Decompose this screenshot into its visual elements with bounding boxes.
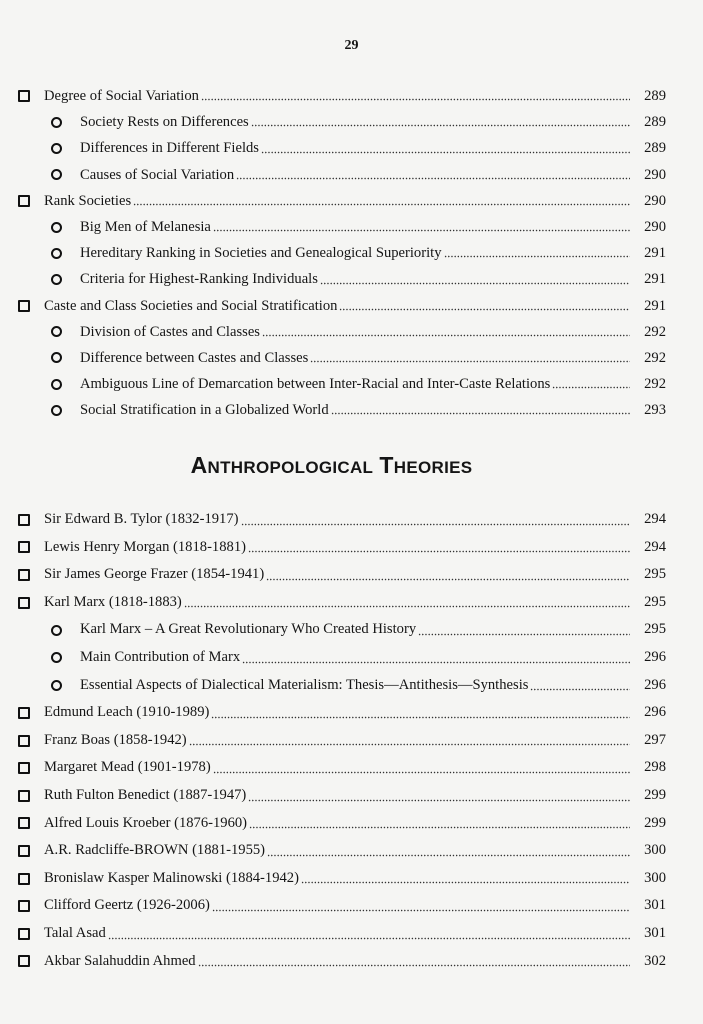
toc-entry-page: 291 (644, 245, 666, 262)
square-bullet-icon (14, 514, 38, 526)
circle-bullet-icon (50, 652, 74, 663)
toc-subentry[interactable] (14, 616, 666, 644)
toc-entry-title: Alfred Louis Kroeber (1876-1960) (44, 814, 248, 831)
square-bullet-icon (14, 928, 38, 940)
toc-entry[interactable] (14, 837, 666, 865)
dot-leader (552, 386, 630, 389)
toc-entry-page: 294 (644, 538, 666, 555)
square-bullet-icon (14, 195, 38, 207)
toc-entry-page: 292 (644, 376, 666, 393)
toc-entry[interactable] (14, 188, 666, 214)
toc-subentry[interactable] (14, 319, 666, 345)
section-heading (0, 452, 663, 479)
toc-entry-page: 296 (644, 676, 666, 693)
toc-entry-title: Bronislaw Kasper Malinowski (1884-1942) (44, 869, 299, 886)
toc-entry-page: 299 (644, 814, 666, 831)
dot-leader (201, 98, 630, 101)
toc-entry-page: 292 (644, 323, 666, 340)
toc-entry-page: 295 (644, 566, 666, 583)
square-bullet-icon (14, 597, 38, 609)
square-bullet-icon (14, 873, 38, 885)
toc-entry-page: 295 (644, 593, 666, 610)
toc-entry-title: Differences in Different Fields (80, 140, 259, 157)
section-heading-initial-2: T (379, 452, 394, 478)
toc-entry-title: Sir James George Frazer (1854-1941) (44, 566, 265, 583)
toc-entry-title: Ambiguous Line of Demarcation between Inter-Racial and Inter-Caste Relations (80, 376, 551, 393)
toc-subentry[interactable] (14, 240, 666, 266)
circle-bullet-icon (50, 143, 74, 154)
square-bullet-icon (14, 300, 38, 312)
toc-entry-title: Main Contribution of Marx (80, 648, 241, 665)
dot-leader (198, 964, 630, 967)
toc-subentry[interactable] (14, 135, 666, 161)
dot-leader (444, 255, 631, 258)
toc-entry-page: 294 (644, 511, 666, 527)
toc-entry[interactable] (14, 754, 666, 782)
circle-bullet-icon (50, 625, 74, 636)
dot-leader (248, 550, 630, 553)
dot-leader (108, 937, 630, 940)
toc-subentry[interactable] (14, 345, 666, 371)
circle-bullet-icon (50, 326, 74, 337)
toc-entry[interactable] (14, 534, 666, 562)
toc-entry[interactable] (14, 83, 666, 109)
toc-entry[interactable] (14, 589, 666, 617)
toc-entry[interactable] (14, 782, 666, 810)
square-bullet-icon (14, 790, 38, 802)
toc-entry-page: 290 (644, 166, 666, 183)
toc-subentry[interactable] (14, 672, 666, 700)
toc-entry-page: 295 (644, 621, 666, 638)
dot-leader (418, 633, 630, 636)
dot-leader (236, 177, 630, 180)
toc-entry[interactable] (14, 506, 666, 534)
dot-leader (213, 771, 630, 774)
square-bullet-icon (14, 900, 38, 912)
toc-entry[interactable] (14, 920, 666, 948)
dot-leader (331, 412, 630, 415)
toc-entry-title: Rank Societies (44, 192, 132, 209)
page-number: 29 (344, 38, 359, 53)
toc-entry-page: 290 (644, 218, 666, 235)
toc-entry-page: 301 (644, 924, 666, 941)
toc-entry-page: 297 (644, 731, 666, 748)
dot-leader (266, 578, 630, 581)
dot-leader (320, 282, 630, 285)
toc-entry-title: Karl Marx – A Great Revolutionary Who Created History (80, 621, 417, 638)
toc-entry-title: Akbar Salahuddin Ahmed (44, 952, 196, 969)
toc-entry[interactable] (14, 948, 666, 976)
toc-entry[interactable] (14, 699, 666, 727)
toc-entry[interactable] (14, 293, 666, 319)
toc-entry-page: 301 (644, 897, 666, 914)
toc-list-theories (14, 506, 666, 975)
square-bullet-icon (14, 569, 38, 581)
toc-entry-page: 289 (644, 88, 666, 104)
toc-entry-title: Clifford Geertz (1926-2006) (44, 897, 210, 914)
toc-entry-page: 290 (644, 192, 666, 209)
dot-leader (211, 716, 630, 719)
toc-entry-page: 293 (644, 402, 666, 419)
toc-entry-page: 299 (644, 786, 666, 803)
square-bullet-icon (14, 707, 38, 719)
toc-entry[interactable] (14, 561, 666, 589)
square-bullet-icon (14, 955, 38, 967)
toc-entry-title: Talal Asad (44, 924, 106, 941)
circle-bullet-icon (50, 248, 74, 259)
toc-entry-title: Social Stratification in a Globalized World (80, 402, 329, 419)
toc-subentry[interactable] (14, 371, 666, 397)
toc-entry-title: Karl Marx (1818-1883) (44, 593, 182, 610)
toc-entry-title: Difference between Castes and Classes (80, 349, 309, 366)
dot-leader (242, 661, 630, 664)
toc-subentry[interactable] (14, 214, 666, 240)
toc-entry-page: 296 (644, 648, 666, 665)
dot-leader (212, 909, 630, 912)
toc-entry[interactable] (14, 810, 666, 838)
section-heading-rest-2: HEORIES (393, 458, 473, 477)
square-bullet-icon (14, 845, 38, 857)
toc-entry-title: Margaret Mead (1901-1978) (44, 759, 211, 776)
toc-entry-title: Criteria for Highest-Ranking Individuals (80, 271, 318, 288)
dot-leader (184, 605, 630, 608)
square-bullet-icon (14, 541, 38, 553)
dot-leader (251, 124, 630, 127)
dot-leader (339, 308, 630, 311)
dot-leader (249, 826, 630, 829)
toc-entry-title: Society Rests on Differences (80, 114, 249, 131)
dot-leader (133, 203, 630, 206)
toc-entry-title: Sir Edward B. Tylor (1832-1917) (44, 511, 239, 527)
square-bullet-icon (14, 817, 38, 829)
toc-entry-page: 291 (644, 297, 666, 314)
toc-entry-title: Franz Boas (1858-1942) (44, 731, 187, 748)
circle-bullet-icon (50, 352, 74, 363)
dot-leader (262, 334, 630, 337)
toc-entry-title: A.R. Radcliffe-BROWN (1881-1955) (44, 842, 266, 859)
circle-bullet-icon (50, 222, 74, 233)
toc-subentry[interactable] (14, 644, 666, 672)
toc-entry[interactable] (14, 865, 666, 893)
toc-entry-title: Essential Aspects of Dialectical Materialism: Thesis—Antithesis—Synthesis (80, 676, 529, 693)
dot-leader (241, 523, 631, 526)
circle-bullet-icon (50, 117, 74, 128)
toc-subentry[interactable] (14, 162, 666, 188)
toc-entry-title: Causes of Social Variation (80, 166, 235, 183)
toc-subentry[interactable] (14, 266, 666, 292)
square-bullet-icon (14, 762, 38, 774)
toc-entry-page: 292 (644, 349, 666, 366)
dot-leader (301, 881, 630, 884)
toc-entry-page: 289 (644, 114, 666, 131)
section-heading-rest-1: NTHROPOLOGICAL (207, 458, 374, 477)
toc-entry-title: Ruth Fulton Benedict (1887-1947) (44, 786, 247, 803)
dot-leader (261, 151, 630, 154)
toc-entry-title: Lewis Henry Morgan (1818-1881) (44, 538, 246, 555)
toc-entry-page: 298 (644, 759, 666, 776)
circle-bullet-icon (50, 405, 74, 416)
toc-entry-title: Hereditary Ranking in Societies and Genealogical Superiority (80, 245, 442, 262)
dot-leader (267, 854, 630, 857)
toc-entry[interactable] (14, 892, 666, 920)
toc-entry[interactable] (14, 727, 666, 755)
dot-leader (248, 799, 630, 802)
circle-bullet-icon (50, 169, 74, 180)
dot-leader (530, 688, 630, 691)
circle-bullet-icon (50, 379, 74, 390)
section-heading-initial-1: A (190, 452, 208, 478)
circle-bullet-icon (50, 680, 74, 691)
dot-leader (310, 360, 630, 363)
toc-entry-page: 300 (644, 869, 666, 886)
toc-entry-page: 302 (644, 952, 666, 969)
toc-entry-title: Big Men of Melanesia (80, 218, 211, 235)
dot-leader (189, 743, 630, 746)
toc-subentry[interactable] (14, 109, 666, 135)
square-bullet-icon (14, 90, 38, 102)
toc-entry-title: Caste and Class Societies and Social Stratification (44, 297, 338, 314)
toc-entry-page: 291 (644, 271, 666, 288)
square-bullet-icon (14, 735, 38, 747)
toc-subentry[interactable] (14, 397, 666, 423)
dot-leader (213, 229, 630, 232)
toc-list-top (14, 83, 666, 423)
toc-entry-title: Degree of Social Variation (44, 88, 199, 104)
toc-entry-page: 289 (644, 140, 666, 157)
toc-entry-page: 300 (644, 842, 666, 859)
toc-entry-title: Division of Castes and Classes (80, 323, 260, 340)
toc-entry-page: 296 (644, 704, 666, 721)
circle-bullet-icon (50, 274, 74, 285)
toc-entry-title: Edmund Leach (1910-1989) (44, 704, 210, 721)
